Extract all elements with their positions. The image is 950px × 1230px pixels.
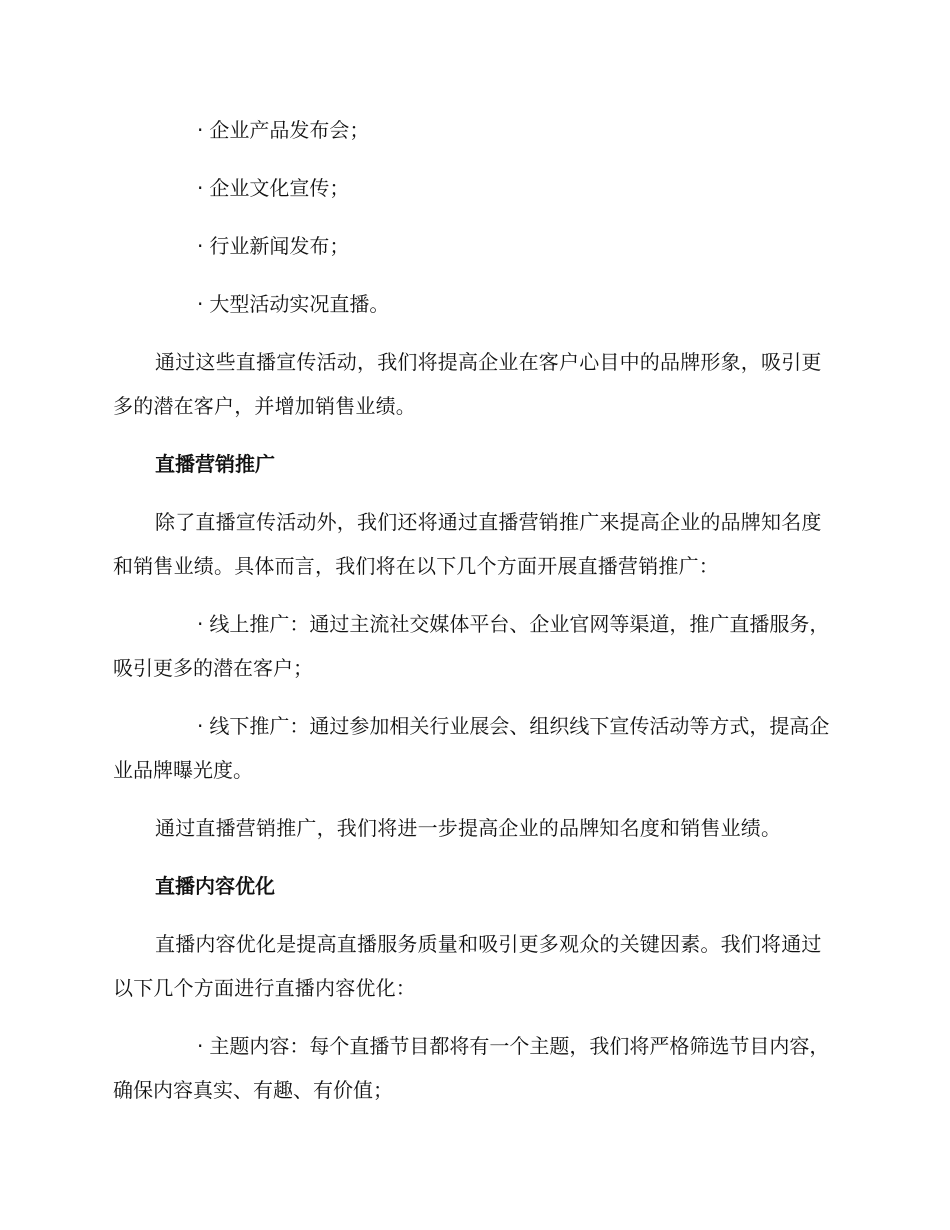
paragraph: 通过这些直播宣传活动，我们将提高企业在客户心目中的品牌形象，吸引更多的潜在客户，并增加销售业绩。	[113, 350, 822, 418]
bullet-icon: ·	[197, 292, 204, 316]
bullet-icon: ·	[197, 118, 204, 142]
list-item	[113, 602, 833, 690]
list-item	[113, 108, 833, 152]
document-body	[113, 108, 833, 1126]
list-item-text: 行业新闻发布；	[209, 234, 350, 258]
list-item	[113, 224, 833, 268]
bullet-icon: ·	[197, 234, 204, 258]
paragraph: 直播内容优化是提高直播服务质量和吸引更多观众的关键因素。我们将通过以下几个方面进行直播内容优化：	[113, 932, 822, 1000]
bullet-icon: ·	[197, 714, 204, 738]
list-item-text: 大型活动实况直播。	[209, 292, 390, 316]
bullet-icon: ·	[197, 612, 204, 636]
list-item-text: 企业产品发布会；	[209, 118, 370, 142]
paragraph: 通过直播营销推广，我们将进一步提高企业的品牌知名度和销售业绩。	[155, 816, 782, 840]
list-item	[113, 1024, 833, 1112]
list-item-text: 企业文化宣传；	[209, 176, 350, 200]
section-heading: 直播内容优化	[155, 874, 275, 898]
list-item-text: 线上推广：通过主流社交媒体平台、企业官网等渠道，推广直播服务，吸引更多的潜在客户；	[113, 612, 830, 680]
paragraph: 除了直播宣传活动外，我们还将通过直播营销推广来提高企业的品牌知名度和销售业绩。具体而言，我们将在以下几个方面开展直播营销推广：	[113, 510, 822, 578]
list-item-text: 主题内容：每个直播节目都将有一个主题，我们将严格筛选节目内容，确保内容真实、有趣、有价值；	[113, 1034, 830, 1102]
list-item	[113, 166, 833, 210]
list-item-text: 线下推广：通过参加相关行业展会、组织线下宣传活动等方式，提高企业品牌曝光度。	[113, 714, 830, 782]
list-item	[113, 282, 833, 326]
section-heading: 直播营销推广	[155, 452, 275, 476]
bullet-icon: ·	[197, 1034, 204, 1058]
bullet-icon: ·	[197, 176, 204, 200]
list-item	[113, 704, 833, 792]
